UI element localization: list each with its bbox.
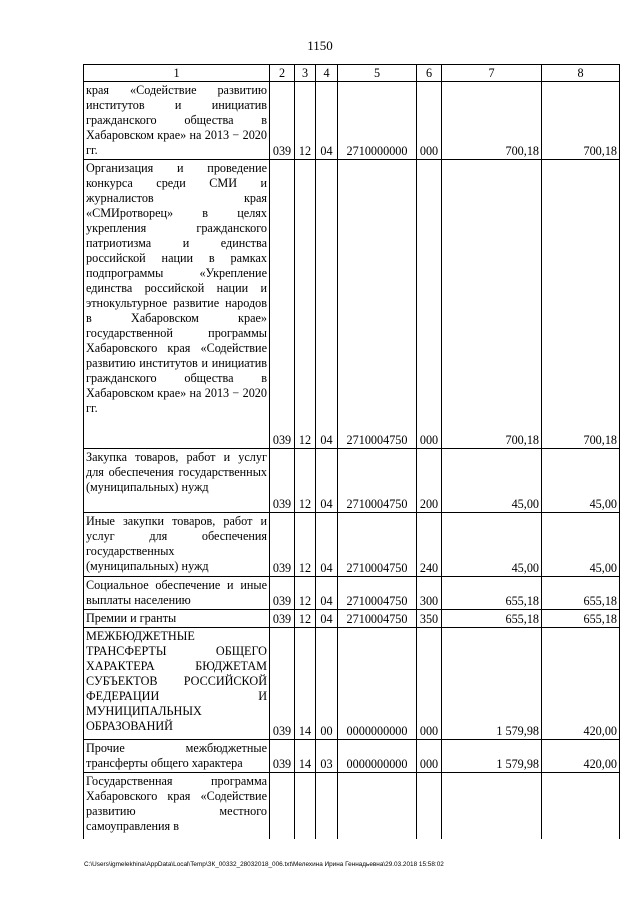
subsection-code: 04 [316, 82, 338, 160]
target-code: 2710004750 [338, 513, 417, 577]
subsection-code [316, 773, 338, 839]
section-code: 12 [295, 82, 316, 160]
table-row [84, 740, 620, 773]
target-code: 2710000000 [338, 82, 417, 160]
section-code [295, 773, 316, 839]
header-cell: 3 [295, 65, 316, 82]
table-row [84, 160, 620, 449]
amount-col7: 700,18 [442, 82, 542, 160]
amount-col7: 700,18 [442, 160, 542, 449]
target-code: 2710004750 [338, 449, 417, 513]
table-row [84, 628, 620, 740]
subsection-code: 03 [316, 740, 338, 773]
subsection-code: 04 [316, 160, 338, 449]
amount-col8: 420,00 [542, 628, 620, 740]
table-header-row [84, 65, 620, 82]
subsection-code: 04 [316, 449, 338, 513]
section-code: 12 [295, 610, 316, 628]
amount-col8: 420,00 [542, 740, 620, 773]
table-row [84, 610, 620, 628]
section-code: 12 [295, 513, 316, 577]
target-code: 2710004750 [338, 577, 417, 610]
header-cell: 1 [84, 65, 270, 82]
target-code: 2710004750 [338, 160, 417, 449]
header-cell: 6 [417, 65, 442, 82]
budget-table [83, 64, 620, 839]
row-name: Премии и гранты [84, 610, 270, 628]
header-cell: 5 [338, 65, 417, 82]
admin-code: 039 [270, 160, 295, 449]
table-row [84, 577, 620, 610]
subsection-code: 00 [316, 628, 338, 740]
admin-code [270, 773, 295, 839]
subsection-code: 04 [316, 513, 338, 577]
amount-col7: 655,18 [442, 577, 542, 610]
row-name: Иные закупки товаров, работ и услуг для обеспечения государственных (муниципальных) нужд [84, 513, 270, 577]
expense-type-code: 000 [417, 160, 442, 449]
header-cell: 7 [442, 65, 542, 82]
admin-code: 039 [270, 449, 295, 513]
expense-type-code: 000 [417, 82, 442, 160]
header-cell: 2 [270, 65, 295, 82]
amount-col7: 655,18 [442, 610, 542, 628]
table-row [84, 773, 620, 839]
expense-type-code: 300 [417, 577, 442, 610]
row-name: края «Содействие развитию институтов и инициатив гражданского общества в Хабаровском крае» на 2013 − 2020 гг. [84, 82, 270, 160]
amount-col8: 45,00 [542, 449, 620, 513]
expense-type-code [417, 773, 442, 839]
header-cell: 4 [316, 65, 338, 82]
table-row [84, 449, 620, 513]
target-code: 2710004750 [338, 610, 417, 628]
expense-type-code: 200 [417, 449, 442, 513]
header-cell: 8 [542, 65, 620, 82]
amount-col7 [442, 773, 542, 839]
admin-code: 039 [270, 628, 295, 740]
expense-type-code: 000 [417, 628, 442, 740]
row-name: Социальное обеспечение и иные выплаты населению [84, 577, 270, 610]
row-name: Закупка товаров, работ и услуг для обеспечения государственных (муниципальных) нужд [84, 449, 270, 513]
amount-col8: 700,18 [542, 82, 620, 160]
target-code: 0000000000 [338, 628, 417, 740]
expense-type-code: 350 [417, 610, 442, 628]
amount-col8: 45,00 [542, 513, 620, 577]
target-code: 0000000000 [338, 740, 417, 773]
amount-col7: 45,00 [442, 449, 542, 513]
table-row [84, 82, 620, 160]
amount-col8 [542, 773, 620, 839]
section-code: 14 [295, 740, 316, 773]
file-path-footer: C:\Users\igmelekhina\AppData\Local\Temp\ЗК_00332_28032018_006.txt\Мелехина Ирина Геннадьевна\29.03.2018 15:58:02 [84, 861, 444, 868]
expense-type-code: 000 [417, 740, 442, 773]
admin-code: 039 [270, 610, 295, 628]
expense-type-code: 240 [417, 513, 442, 577]
amount-col8: 700,18 [542, 160, 620, 449]
row-name: Государственная программа Хабаровского края «Содействие развитию местного самоуправления в [84, 773, 270, 839]
subsection-code: 04 [316, 610, 338, 628]
amount-col7: 1 579,98 [442, 628, 542, 740]
row-name: Прочие межбюджетные трансферты общего характера [84, 740, 270, 773]
section-code: 14 [295, 628, 316, 740]
amount-col7: 45,00 [442, 513, 542, 577]
section-code: 12 [295, 449, 316, 513]
target-code [338, 773, 417, 839]
row-name: МЕЖБЮДЖЕТНЫЕ ТРАНСФЕРТЫ ОБЩЕГО ХАРАКТЕРА БЮДЖЕТАМ СУБЪЕКТОВ РОССИЙСКОЙ ФЕДЕРАЦИИ И МУНИЦИПАЛЬНЫХ ОБРАЗОВАНИЙ [84, 628, 270, 740]
admin-code: 039 [270, 740, 295, 773]
admin-code: 039 [270, 513, 295, 577]
page-number: 1150 [307, 38, 333, 53]
table-row [84, 513, 620, 577]
subsection-code: 04 [316, 577, 338, 610]
admin-code: 039 [270, 577, 295, 610]
row-name: Организация и проведение конкурса среди СМИ и журналистов края «СМИротворец» в целях укрепления гражданского патриотизма и единства российской нации в рамках подпрограммы «Укрепление единства российской нации и этнокультурное развитие народов в Хабаровском крае» государственной программы Хабаровского края «Содействие развитию институтов и инициатив гражданского общества в Хабаровском крае» на 2013 − 2020 гг. [84, 160, 270, 449]
admin-code: 039 [270, 82, 295, 160]
amount-col8: 655,18 [542, 577, 620, 610]
amount-col8: 655,18 [542, 610, 620, 628]
section-code: 12 [295, 577, 316, 610]
amount-col7: 1 579,98 [442, 740, 542, 773]
section-code: 12 [295, 160, 316, 449]
